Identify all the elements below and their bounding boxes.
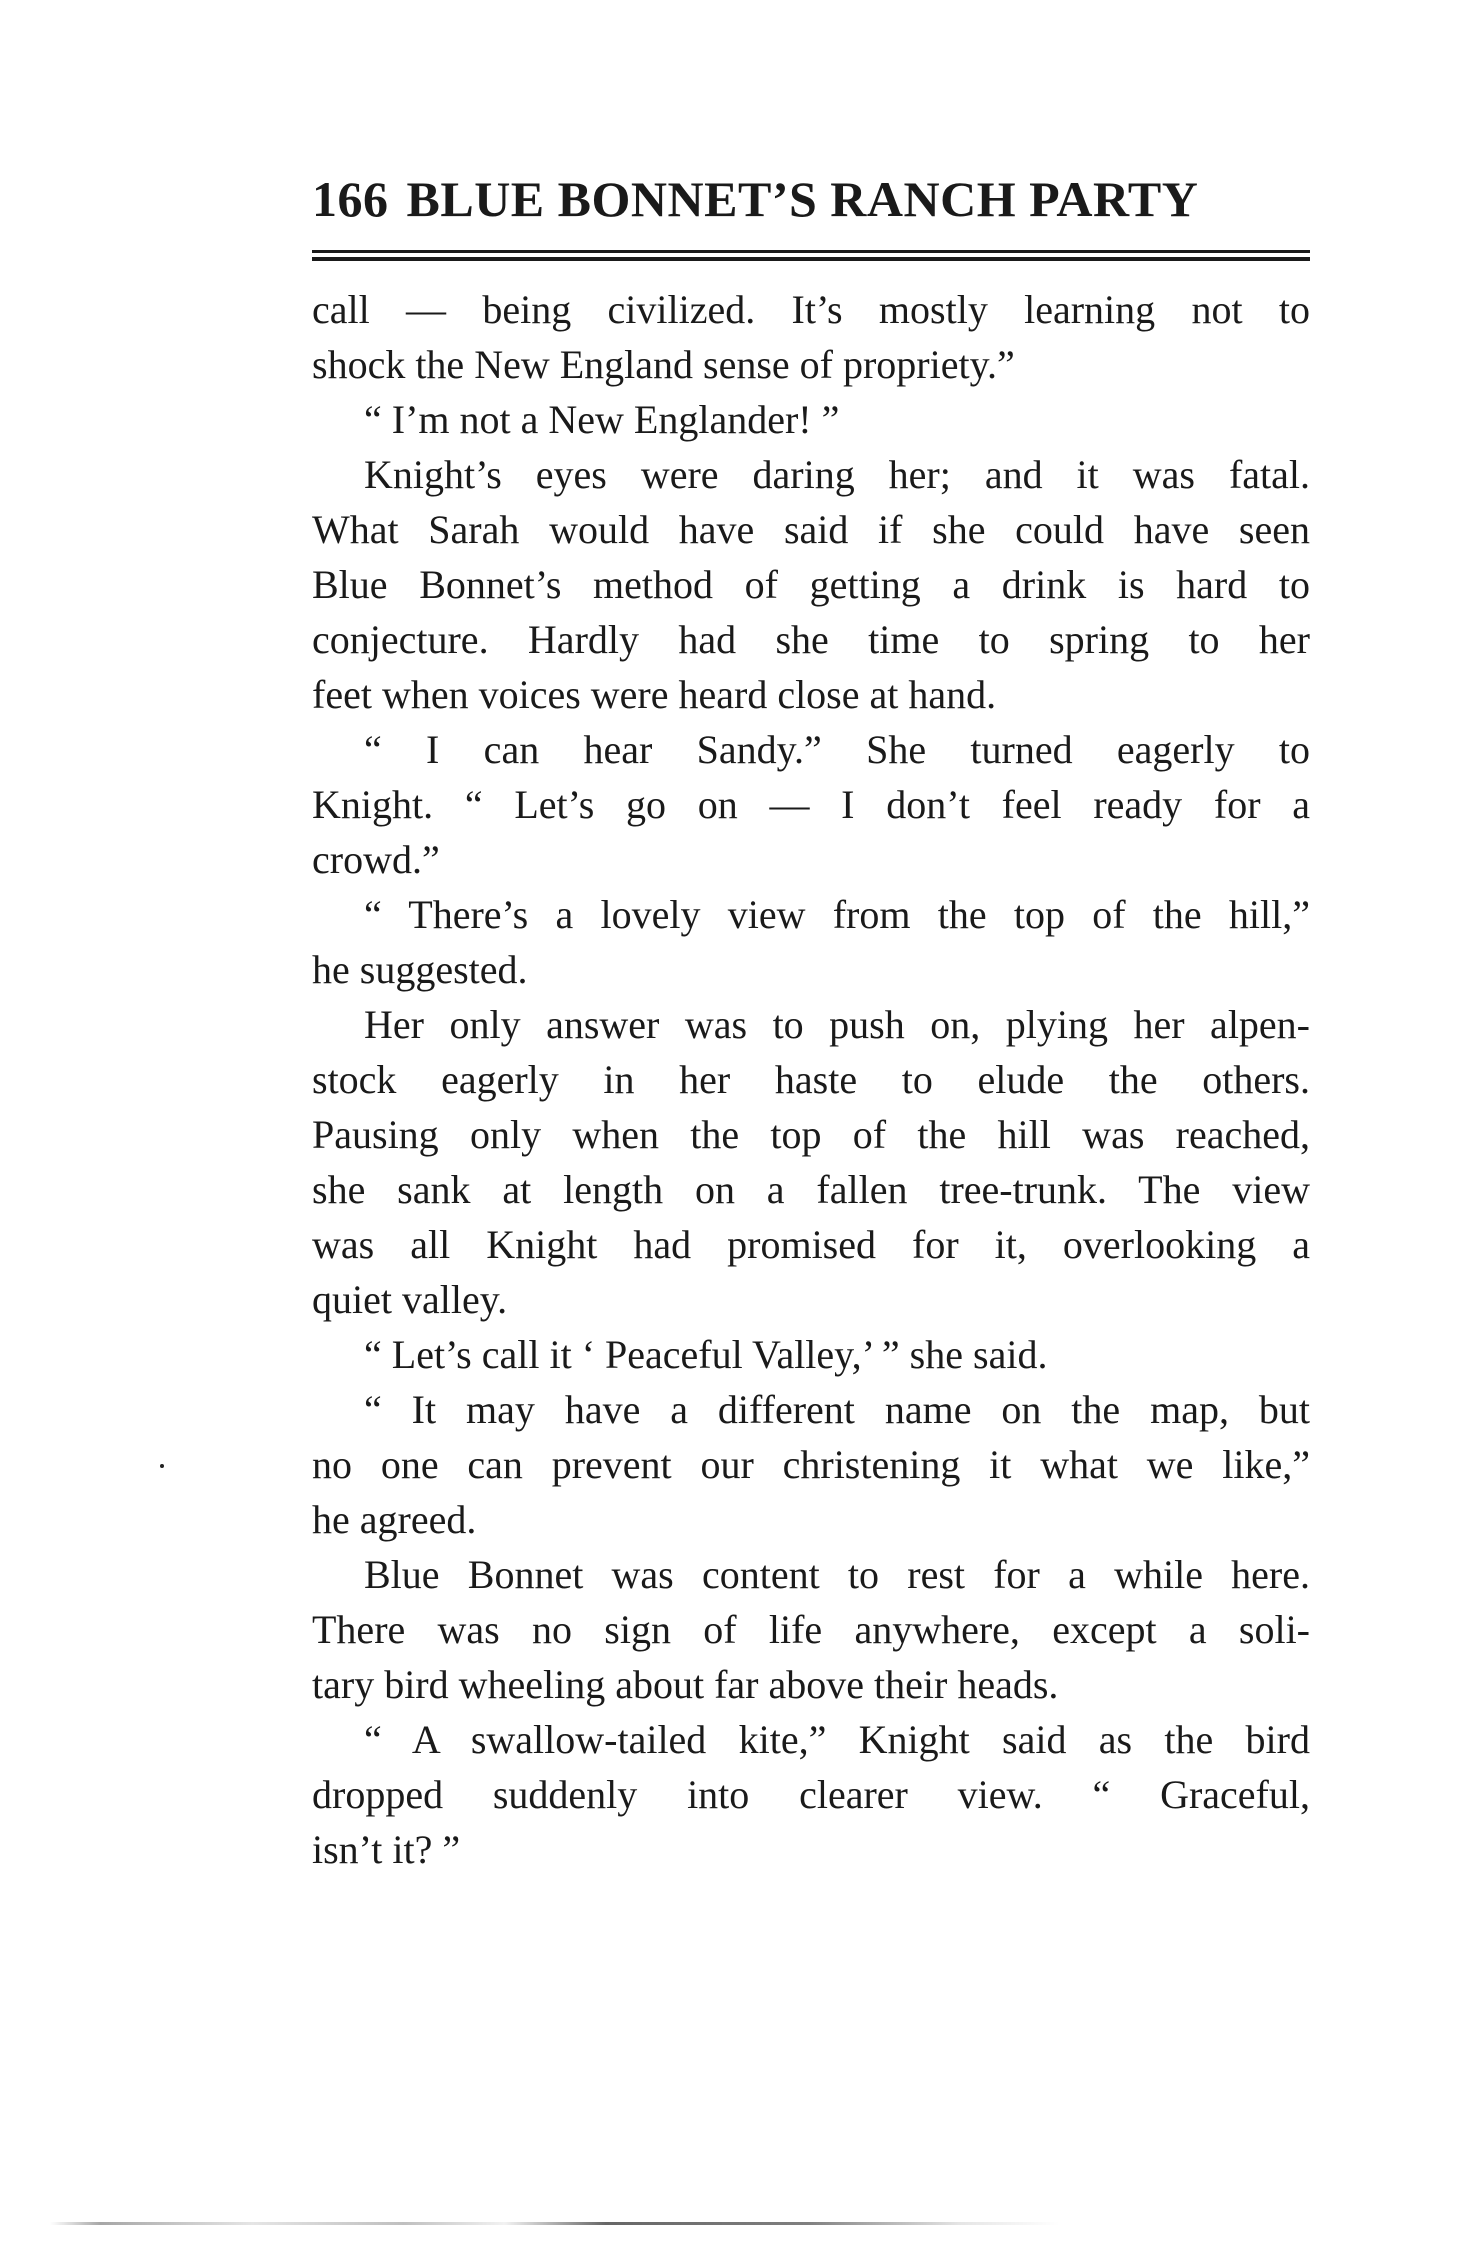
body-text [312,282,1310,1877]
text-line: “ I can hear Sandy.” She turned eagerly to [364,727,1310,772]
scan-edge-smudge [50,2222,1060,2225]
running-title: BLUE BONNET’S RANCH PARTY [406,171,1199,227]
text-line: “ There’s a lovely view from the top of the hill,” [364,892,1310,937]
text-line: Blue Bonnet was content to rest for a while here. [364,1552,1310,1597]
text-line: was all Knight had promised for it, overlooking a [312,1222,1310,1267]
text-line: feet when voices were heard close at hand. [312,672,997,717]
text-line: “ A swallow-tailed kite,” Knight said as the bird [364,1717,1310,1762]
text-line: Pausing only when the top of the hill was reached, [312,1112,1310,1157]
ink-speck [160,1464,164,1468]
text-line: Her only answer was to push on, plying her alpen- [364,1002,1310,1047]
header-double-rule [312,250,1310,261]
text-line: “ It may have a different name on the map, but [364,1387,1310,1432]
text-line: quiet valley. [312,1277,508,1322]
page-number: 166 [312,171,389,227]
text-line: conjecture. Hardly had she time to spring to her [312,617,1310,662]
text-line: dropped suddenly into clearer view. “ Graceful, [312,1772,1310,1817]
text-line: tary bird wheeling about far above their heads. [312,1662,1059,1707]
text-line: There was no sign of life anywhere, except a soli- [312,1607,1310,1652]
text-line: Blue Bonnet’s method of getting a drink is hard to [312,562,1310,607]
text-line: Knight’s eyes were daring her; and it was fatal. [364,452,1310,497]
text-line: “ Let’s call it ‘ Peaceful Valley,’ ” she said. [364,1332,1048,1377]
text-line: he suggested. [312,947,528,992]
text-line: crowd.” [312,837,440,882]
text-line: she sank at length on a fallen tree-trunk. The view [312,1167,1310,1212]
text-line: stock eagerly in her haste to elude the others. [312,1057,1310,1102]
text-line: What Sarah would have said if she could have seen [312,507,1310,552]
text-line: call — being civilized. It’s mostly learning not to [312,287,1310,332]
text-line: he agreed. [312,1497,477,1542]
running-head [312,170,1310,228]
text-line: “ I’m not a New Englander! ” [364,397,840,442]
text-line: Knight. “ Let’s go on — I don’t feel ready for a [312,782,1310,827]
text-line: isn’t it? ” [312,1827,461,1872]
text-line: no one can prevent our christening it what we like,” [312,1442,1310,1487]
text-line: shock the New England sense of propriety.” [312,342,1015,387]
